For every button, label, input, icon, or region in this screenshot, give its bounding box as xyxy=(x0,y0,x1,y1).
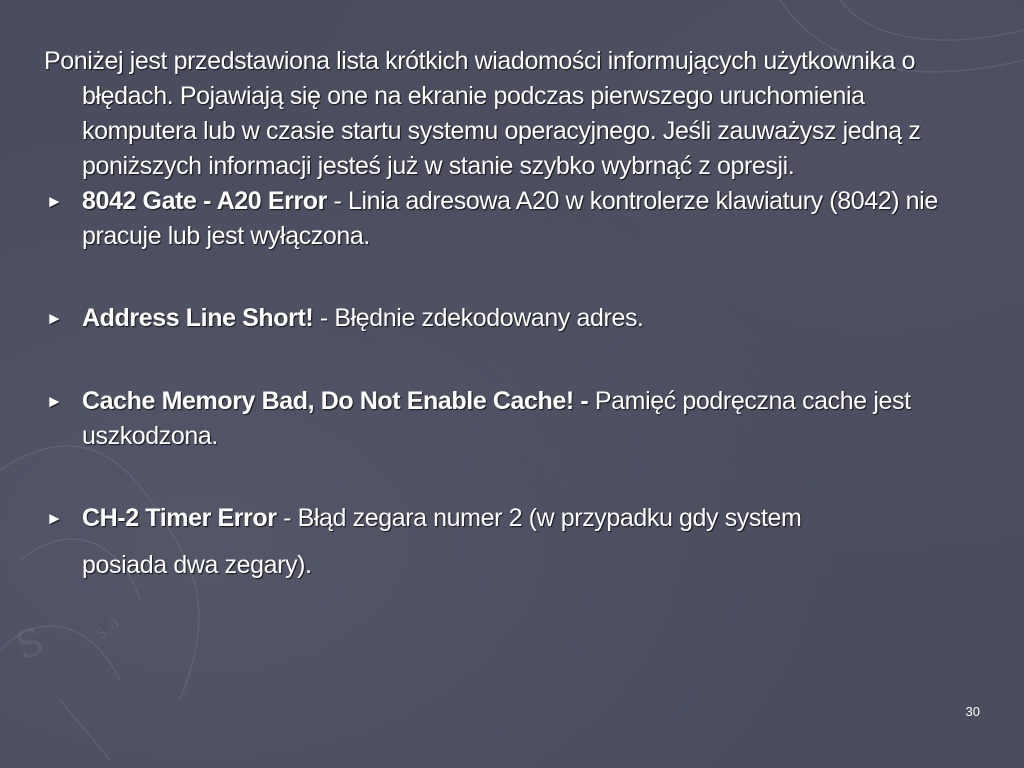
item-title: Address Line Short! xyxy=(82,304,314,332)
list-item-address-line xyxy=(44,301,984,336)
list-item-ch2-timer xyxy=(44,501,984,583)
arrow-bullet-icon: ► xyxy=(46,392,63,411)
arrow-bullet-icon: ► xyxy=(46,192,63,211)
item-description: - Błąd zegara numer 2 (w przypadku gdy system xyxy=(276,504,802,532)
svg-text:S: S xyxy=(10,618,50,669)
item-title: CH-2 Timer Error xyxy=(82,504,277,532)
slide-body xyxy=(44,44,984,583)
item-description: - Linia adresowa A20 w kontrolerze klawiatury (8042) nie pracuje lub jest wyłączona. xyxy=(82,187,938,250)
svg-text:s.a: s.a xyxy=(90,611,125,645)
item-description: - Błędnie zdekodowany adres. xyxy=(313,304,644,332)
arrow-bullet-icon: ► xyxy=(46,309,63,328)
item-description: Pamięć podręczna cache jest uszkodzona. xyxy=(82,387,911,450)
item-title: Cache Memory Bad, Do Not Enable Cache! - xyxy=(82,387,589,415)
item-title: 8042 Gate - A20 Error xyxy=(82,187,327,215)
intro-paragraph: Poniżej jest przedstawiona lista krótkich wiadomości informujących użytkownika o błędach. Pojawiają się one na ekranie podczas pierwszego uruchomienia komputera lub w czasie startu systemu operacyjnego. Jeśli zauważysz jedną z poniższych informacji jesteś już w stanie szybko wybrnąć z opresji. xyxy=(44,47,921,180)
item-description-continued: posiada dwa zegary). xyxy=(82,551,312,579)
arrow-bullet-icon: ► xyxy=(46,509,63,528)
page-number: 30 xyxy=(965,704,980,719)
list-item-8042-gate xyxy=(44,184,984,254)
list-item-cache-memory xyxy=(44,384,984,454)
